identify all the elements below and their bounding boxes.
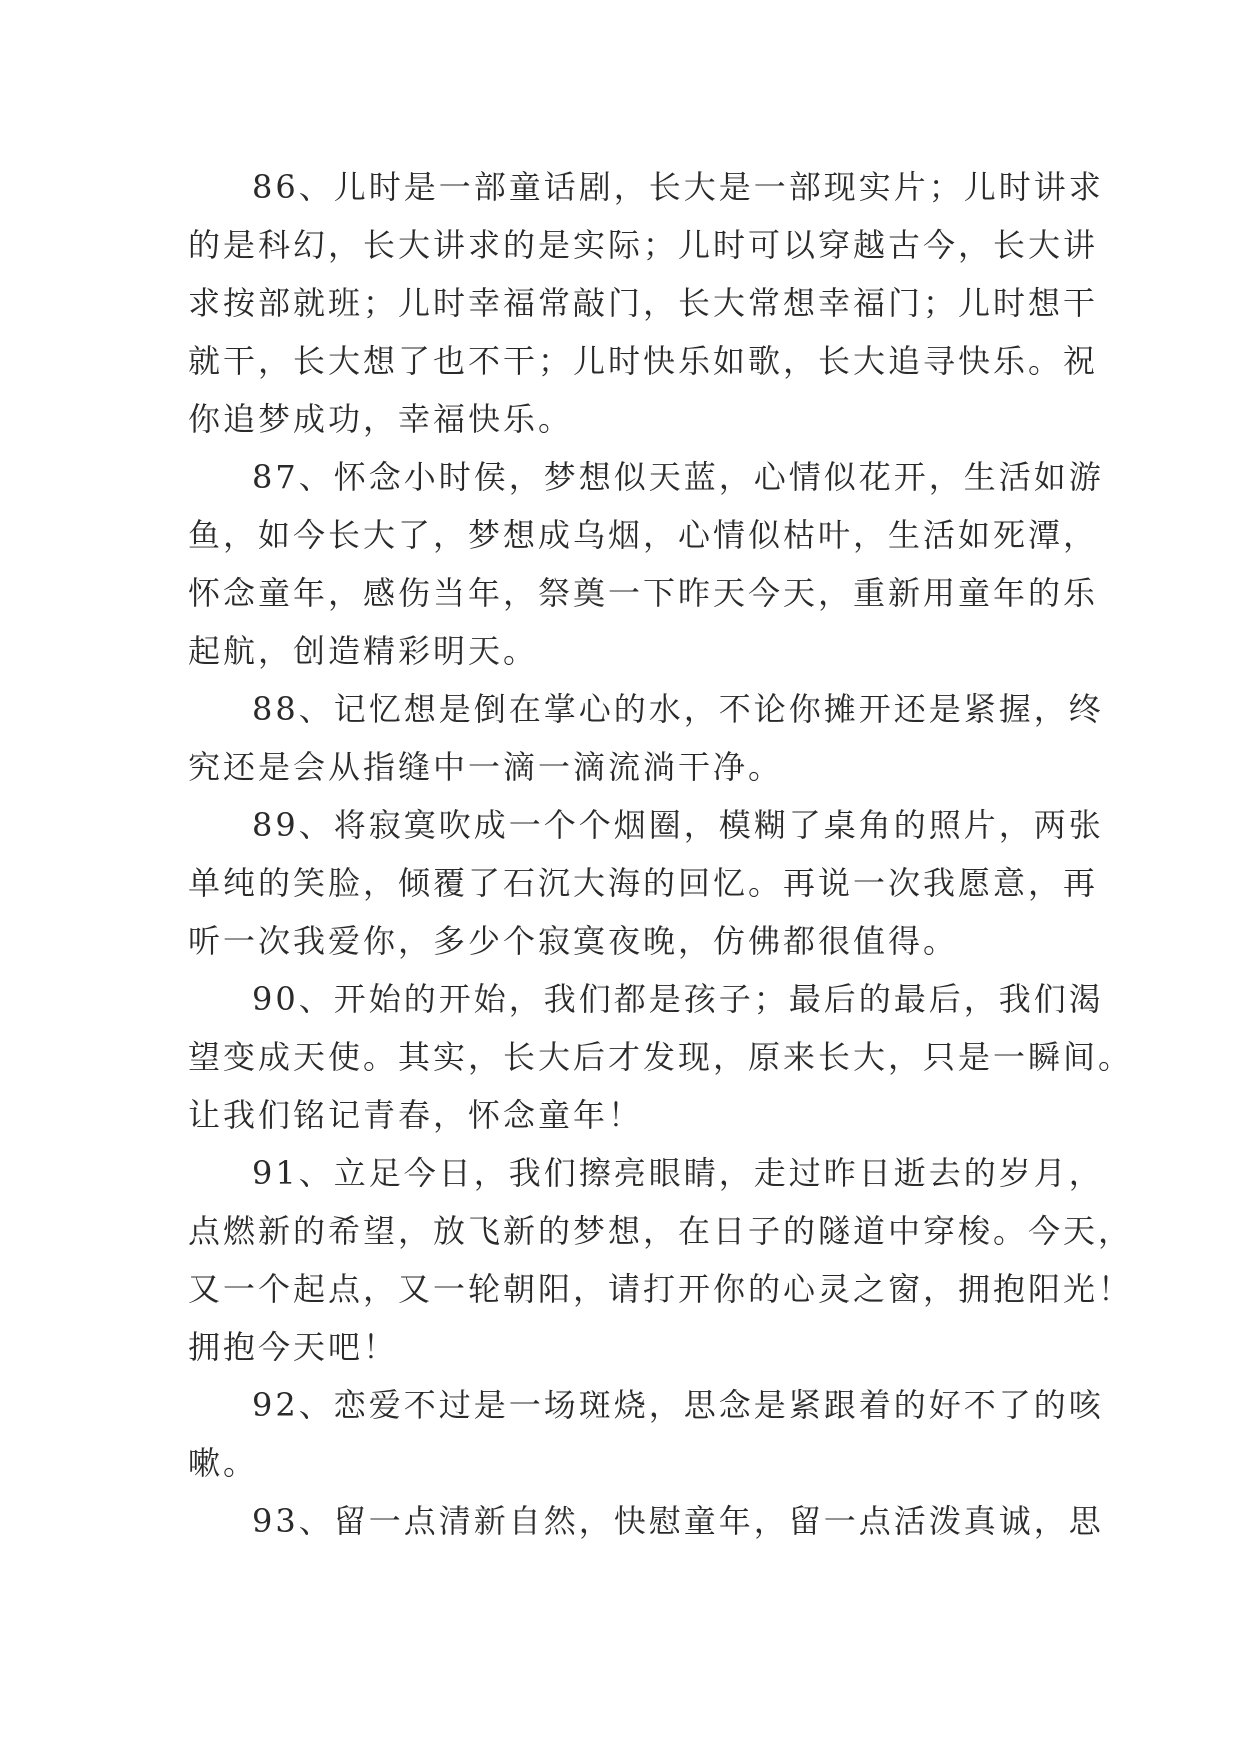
paragraph-91 bbox=[188, 1144, 1134, 1376]
paragraph-89 bbox=[188, 796, 1104, 970]
text-line: 的是科幻，长大讲求的是实际；儿时可以穿越古今，长大讲 bbox=[188, 226, 1099, 264]
text-line: 91、立足今日，我们擦亮眼睛，走过昨日逝去的岁月， bbox=[252, 1154, 1104, 1192]
text-line: 点燃新的希望，放飞新的梦想，在日子的隧道中穿梭。今天， bbox=[188, 1212, 1134, 1250]
text-line: 求按部就班；儿时幸福常敲门，长大常想幸福门；儿时想干 bbox=[188, 284, 1099, 322]
paragraph-90 bbox=[188, 970, 1134, 1144]
text-line: 90、开始的开始，我们都是孩子；最后的最后，我们渴 bbox=[252, 980, 1104, 1018]
paragraph-86 bbox=[188, 158, 1104, 448]
text-line: 嗽。 bbox=[188, 1444, 259, 1482]
text-line: 拥抱今天吧！ bbox=[188, 1328, 399, 1366]
text-line: 你追梦成功，幸福快乐。 bbox=[188, 400, 574, 438]
text-line: 就干，长大想了也不干；儿时快乐如歌，长大追寻快乐。祝 bbox=[188, 342, 1099, 380]
text-line: 怀念童年，感伤当年，祭奠一下昨天今天，重新用童年的乐 bbox=[188, 574, 1099, 612]
text-line: 87、怀念小时侯，梦想似天蓝，心情似花开，生活如游 bbox=[252, 458, 1104, 496]
text-line: 望变成天使。其实，长大后才发现，原来长大，只是一瞬间。 bbox=[188, 1038, 1134, 1076]
paragraph-88 bbox=[188, 680, 1104, 796]
paragraph-87 bbox=[188, 448, 1104, 680]
text-line: 86、儿时是一部童话剧，长大是一部现实片；儿时讲求 bbox=[252, 168, 1104, 206]
text-line: 89、将寂寞吹成一个个烟圈，模糊了桌角的照片，两张 bbox=[252, 806, 1104, 844]
text-line: 鱼，如今长大了，梦想成乌烟，心情似枯叶，生活如死潭， bbox=[188, 516, 1099, 554]
paragraph-92 bbox=[188, 1376, 1104, 1492]
text-line: 起航，创造精彩明天。 bbox=[188, 632, 539, 670]
text-line: 又一个起点，又一轮朝阳，请打开你的心灵之窗，拥抱阳光！ bbox=[188, 1270, 1134, 1308]
text-line: 88、记忆想是倒在掌心的水，不论你摊开还是紧握，终 bbox=[252, 690, 1104, 728]
text-line: 92、恋爱不过是一场斑烧，思念是紧跟着的好不了的咳 bbox=[252, 1386, 1104, 1424]
text-line: 听一次我爱你，多少个寂寞夜晚，仿佛都很值得。 bbox=[188, 922, 959, 960]
text-line: 究还是会从指缝中一滴一滴流淌干净。 bbox=[188, 748, 784, 786]
text-line: 让我们铭记青春，怀念童年！ bbox=[188, 1096, 644, 1134]
paragraph-93 bbox=[188, 1492, 1104, 1550]
text-line: 93、留一点清新自然，快慰童年，留一点活泼真诚，思 bbox=[252, 1502, 1104, 1540]
text-line: 单纯的笑脸，倾覆了石沉大海的回忆。再说一次我愿意，再 bbox=[188, 864, 1099, 902]
document-body bbox=[188, 158, 1134, 1550]
